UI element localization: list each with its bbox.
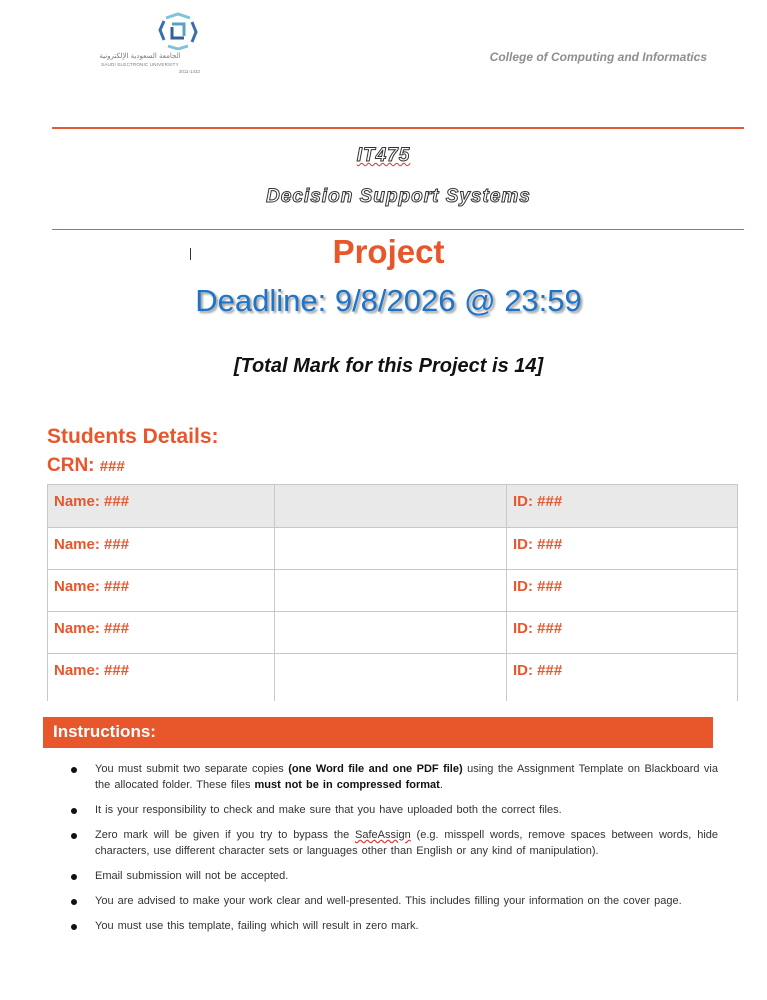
table-row: [48, 485, 738, 528]
student-id-cell[interactable]: ID: ###: [507, 528, 738, 570]
instruction-text: You must submit two separate copies: [95, 763, 289, 775]
blank-cell[interactable]: [275, 654, 507, 702]
instruction-text: It is your responsibility to check and make sure that you have uploaded both the correct files.: [95, 803, 562, 816]
top-divider: [52, 127, 744, 129]
instruction-spell-flagged: SafeAssign: [355, 828, 411, 841]
instruction-bold: must not be in compressed format: [254, 778, 440, 791]
crn-line: [47, 455, 125, 477]
blank-cell[interactable]: [275, 612, 507, 654]
middle-divider: [52, 229, 744, 230]
instructions-title: Instructions:: [53, 722, 156, 741]
course-code-text: IT475: [356, 145, 411, 166]
blank-cell[interactable]: [275, 485, 507, 528]
logo-arabic-text: الجامعة السعودية الإلكترونية: [99, 52, 181, 60]
crn-label: CRN:: [47, 455, 95, 476]
crn-value[interactable]: ###: [99, 458, 125, 475]
student-name-cell[interactable]: Name: ###: [48, 612, 275, 654]
list-item: [68, 828, 718, 860]
table-row: [48, 528, 738, 570]
blank-cell[interactable]: [275, 528, 507, 570]
instruction-text: You are advised to make your work clear and well-presented. This includes filling your information on the cover page.: [95, 894, 682, 907]
course-code: [0, 145, 767, 167]
total-mark: [Total Mark for this Project is 14]: [233, 355, 544, 377]
table-row: [48, 570, 738, 612]
student-name-cell[interactable]: Name: ###: [48, 485, 275, 528]
student-name-cell[interactable]: Name: ###: [48, 570, 275, 612]
university-logo: [80, 12, 200, 82]
course-name: Decision Support Systems: [266, 186, 531, 207]
instruction-text: Email submission will not be accepted.: [95, 869, 289, 882]
logo-year-text: 2011-1432: [178, 69, 200, 74]
instruction-text: You must use this template, failing which will result in zero mark.: [95, 919, 419, 932]
instruction-text: using the Assignment Template on Blackboard via the allocated folder. These files: [95, 763, 718, 791]
student-id-cell[interactable]: ID: ###: [507, 570, 738, 612]
logo-emblem-icon: [158, 12, 198, 50]
student-name-cell[interactable]: Name: ###: [48, 654, 275, 702]
college-name: College of Computing and Informatics: [489, 50, 707, 64]
student-id-cell[interactable]: ID: ###: [507, 654, 738, 702]
project-title: Project: [332, 233, 445, 270]
list-item: [68, 919, 718, 935]
instruction-text: .: [439, 778, 443, 791]
table-row: [48, 612, 738, 654]
instruction-text: Zero mark will be given if you try to bypass the: [95, 828, 356, 841]
instruction-bold: (one Word file and one PDF file): [288, 763, 463, 775]
list-item: [68, 803, 718, 819]
student-id-cell[interactable]: ID: ###: [507, 612, 738, 654]
instruction-text: (e.g. misspell words, remove spaces between words, hide characters, use different character sets or languages other than English or any kind of manipulation).: [95, 828, 718, 857]
students-heading: Students Details:: [47, 425, 219, 448]
logo-english-text: SAUDI ELECTRONIC UNIVERSITY: [101, 62, 179, 67]
list-item: [68, 869, 718, 885]
student-id-cell[interactable]: ID: ###: [507, 485, 738, 528]
student-name-cell[interactable]: Name: ###: [48, 528, 275, 570]
list-item: [68, 762, 718, 794]
deadline: Deadline: 9/8/2026 @ 23:59: [195, 283, 582, 318]
list-item: [68, 894, 718, 910]
table-row: [48, 654, 738, 702]
instructions-list: [68, 762, 718, 944]
blank-cell[interactable]: [275, 570, 507, 612]
students-table: [47, 484, 738, 701]
